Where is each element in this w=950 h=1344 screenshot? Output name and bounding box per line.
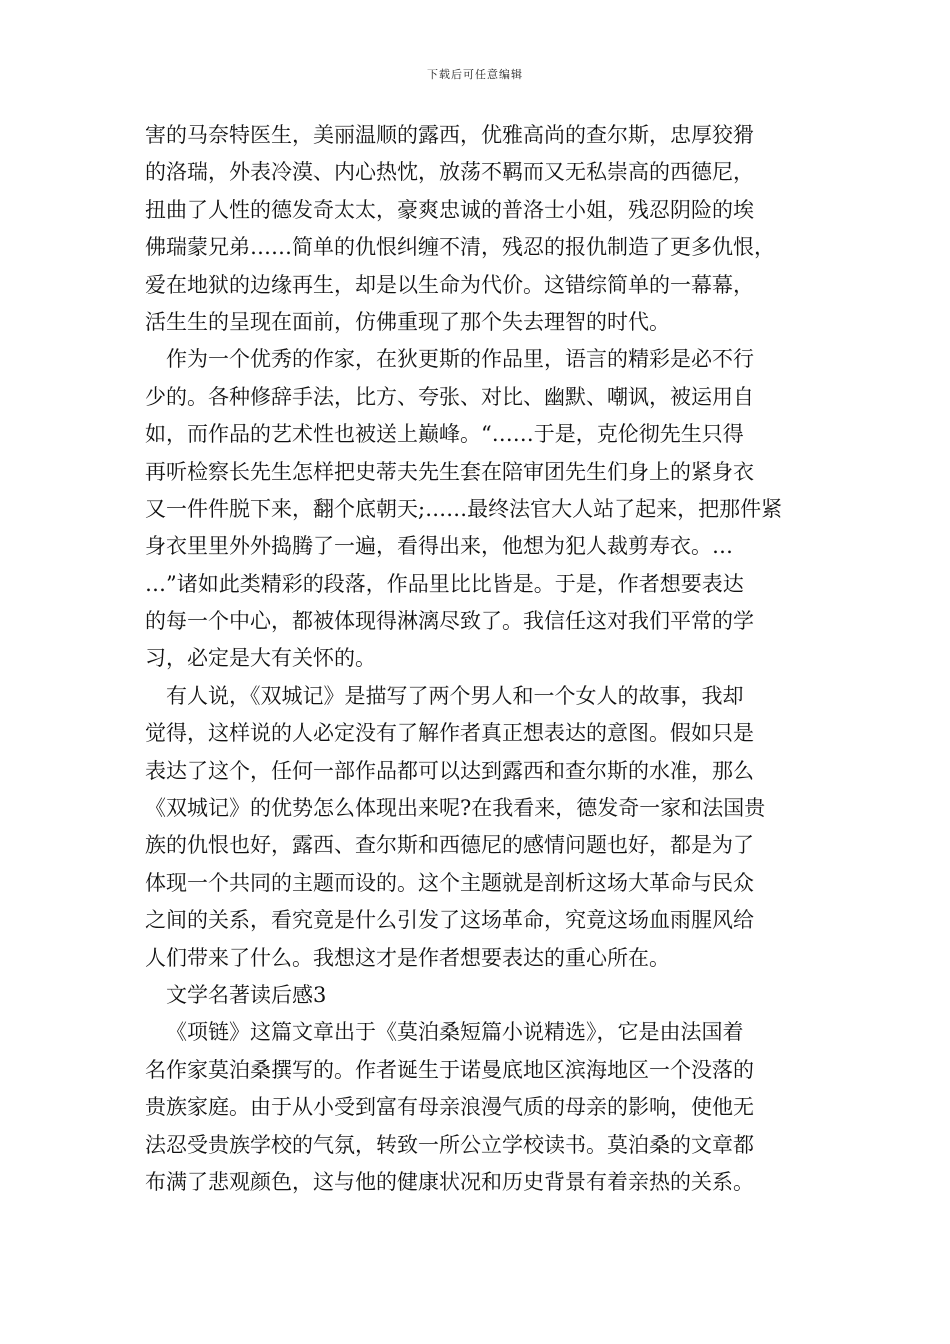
- text-line: 之间的关系，看究竟是什么引发了这场革命，究竟这场血雨腥风给: [145, 908, 754, 933]
- text-line: 活生生的呈现在面前，仿佛重现了那个失去理智的时代。: [145, 309, 670, 334]
- text-line: 又一件件脱下来，翻个底朝天;……最终法官大人站了起来，把那件紧: [145, 496, 783, 521]
- text-line: …”诸如此类精彩的段落，作品里比比皆是。于是，作者想要表达: [145, 571, 744, 596]
- text-line: 贵族家庭。由于从小受到富有母亲浪漫气质的母亲的影响，使他无: [145, 1095, 754, 1120]
- text-line: 佛瑞蒙兄弟……简单的仇恨纠缠不清，残忍的报仇制造了更多仇恨，: [145, 235, 775, 260]
- text-line: 害的马奈特医生，美丽温顺的露西，优雅高尚的查尔斯，忠厚狡猾: [145, 123, 754, 147]
- text-line: 作为一个优秀的作家，在狄更斯的作品里，语言的精彩是必不行: [166, 347, 754, 372]
- paragraph-language: [145, 341, 815, 678]
- paragraph-necklace: [145, 1014, 815, 1201]
- section-heading: 文学名著读后感3: [166, 982, 327, 1007]
- text-line: 的洛瑞，外表冷漠、内心热忱，放荡不羁而又无私崇高的西德尼，: [145, 160, 754, 185]
- paragraph-theme: [145, 678, 815, 977]
- text-line: 《双城记》的优势怎么体现出来呢?在我看来，德发奇一家和法国贵: [145, 796, 766, 821]
- text-line: 名作家莫泊桑撰写的。作者诞生于诺曼底地区滨海地区一个没落的: [145, 1057, 754, 1082]
- text-line: 布满了悲观颜色，这与他的健康状况和历史背景有着亲热的关系。: [145, 1169, 754, 1194]
- text-line: 习，必定是大有关怀的。: [145, 646, 376, 671]
- text-line: 如，而作品的艺术性也被送上巅峰。“……于是，克伦彻先生只得: [145, 422, 744, 447]
- page-header: 下载后可任意编辑: [427, 68, 523, 81]
- text-line: 有人说，《双城记》是描写了两个男人和一个女人的故事，我却: [166, 683, 744, 708]
- text-line: 爱在地狱的边缘再生，却是以生命为代价。这错综简单的一幕幕，: [145, 272, 754, 297]
- text-line: 人们带来了什么。我想这才是作者想要表达的重心所在。: [145, 945, 670, 970]
- document-body: [145, 117, 815, 1201]
- text-line: 少的。各种修辞手法，比方、夸张、对比、幽默、嘲讽，被运用自: [145, 384, 754, 409]
- text-line: 的每一个中心，都被体现得淋漓尽致了。我信任这对我们平常的学: [145, 609, 754, 634]
- text-line: 再听检察长先生怎样把史蒂夫先生套在陪审团先生们身上的紧身衣: [145, 459, 754, 484]
- text-line: 身衣里里外外捣腾了一遍，看得出来，他想为犯人裁剪寿衣。…: [145, 534, 733, 559]
- text-line: 法忍受贵族学校的气氛，转致一所公立学校读书。莫泊桑的文章都: [145, 1132, 754, 1157]
- text-line: 体现一个共同的主题而设的。这个主题就是剖析这场大革命与民众: [145, 870, 754, 895]
- text-line: 表达了这个，任何一部作品都可以达到露西和查尔斯的水准，那么: [145, 758, 754, 783]
- text-line: 族的仇恨也好，露西、查尔斯和西德尼的感情问题也好，都是为了: [145, 833, 754, 858]
- text-line: 扭曲了人性的德发奇太太，豪爽忠诚的普洛士小姐，残忍阴险的埃: [145, 197, 754, 222]
- text-line: 《项链》这篇文章出于《莫泊桑短篇小说精选》，它是由法国着: [166, 1020, 744, 1045]
- text-line: 觉得，这样说的人必定没有了解作者真正想表达的意图。假如只是: [145, 721, 754, 746]
- paragraph-characters: [145, 117, 815, 341]
